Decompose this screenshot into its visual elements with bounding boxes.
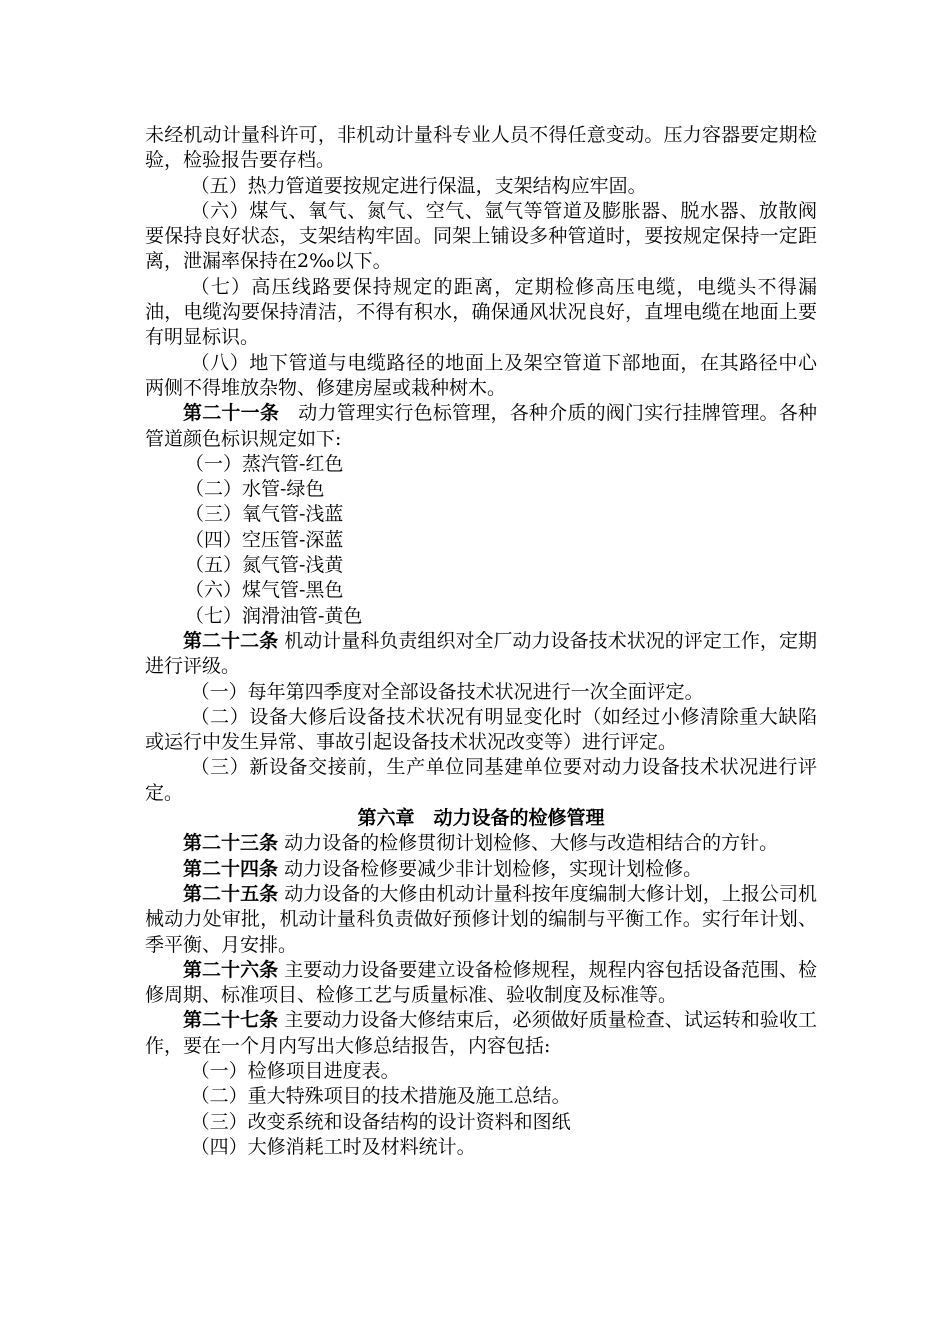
article-27-item-2: （二）重大特殊项目的技术措施及施工总结。 <box>190 1085 571 1108</box>
article-27-item-3: （三）改变系统和设备结构的设计资料和图纸 <box>190 1110 571 1133</box>
paragraph-item-5: （五）热力管道要按规定进行保温，支架结构应牢固。 <box>190 174 647 197</box>
article-24-text: 动力设备检修要减少非计划检修，实现计划检修。 <box>284 857 703 880</box>
article-21-item-2: （二）水管-绿色 <box>185 478 325 501</box>
article-27-label: 第二十七条 <box>183 1009 279 1032</box>
article-21-item-6: （六）煤气管-黑色 <box>185 579 344 602</box>
article-24-label: 第二十四条 <box>183 857 279 880</box>
article-21-label: 第二十一条 <box>183 402 280 425</box>
article-22 <box>145 629 817 680</box>
paragraph-item-7: （七）高压线路要保持规定的距离，定期检修高压电缆，电缆头不得漏油，电缆沟要保持清洁，不得有积水，确保通风状况良好，直埋电缆在地面上要有明显标识。 <box>145 275 817 349</box>
document-body <box>145 123 817 1160</box>
article-22-label: 第二十二条 <box>183 629 279 652</box>
article-21-item-5: （五）氮气管-浅黄 <box>185 554 344 577</box>
article-24 <box>145 857 817 882</box>
article-27 <box>145 1008 817 1059</box>
article-21 <box>145 401 817 452</box>
article-21-item-4: （四）空压管-深蓝 <box>185 528 344 551</box>
article-27-text: 主要动力设备大修结束后，必须做好质量检查、试运转和验收工作，要在一个月内写出大修总结报告，内容包括: <box>145 1009 817 1057</box>
article-27-item-4: （四）大修消耗工时及材料统计。 <box>190 1135 476 1158</box>
article-26-label: 第二十六条 <box>183 958 279 981</box>
paragraph-continuation: 未经机动计量科许可，非机动计量科专业人员不得任意变动。压力容器要定期检验，检验报告要存档。 <box>145 124 817 172</box>
article-23-text: 动力设备的检修贯彻计划检修、大修与改造相结合的方针。 <box>284 832 779 855</box>
article-26 <box>145 958 817 1009</box>
article-21-text: 动力管理实行色标管理，各种介质的阀门实行挂牌管理。各种管道颜色标识规定如下: <box>145 402 817 450</box>
article-23-label: 第二十三条 <box>183 832 279 855</box>
article-21-item-3: （三）氧气管-浅蓝 <box>185 503 344 526</box>
chapter-heading: 第六章 动力设备的检修管理 <box>357 807 605 830</box>
article-25-label: 第二十五条 <box>183 882 279 905</box>
paragraph-item-6: （六）煤气、氧气、氮气、空气、氩气等管道及膨胀器、脱水器、放散阀要保持良好状态，支架结构牢固。同架上铺设多种管道时，要按规定保持一定距离，泄漏率保持在2‰以下。 <box>145 199 817 273</box>
article-22-item-2: （二）设备大修后设备技术状况有明显变化时（如经过小修清除重大缺陷或运行中发生异常、事故引起设备技术状况改变等）进行评定。 <box>145 705 817 754</box>
article-21-item-1: （一）蒸汽管-红色 <box>185 452 344 475</box>
article-25-text: 动力设备的大修由机动计量科按年度编制大修计划，上报公司机械动力处审批，机动计量科负责做好预修计划的编制与平衡工作。实行年计划、季平衡、月安排。 <box>145 882 817 956</box>
article-27-item-1: （一）检修项目进度表。 <box>190 1059 400 1082</box>
article-25 <box>145 882 817 958</box>
article-22-item-1: （一）每年第四季度对全部设备技术状况进行一次全面评定。 <box>190 680 704 703</box>
article-22-text: 机动计量科负责组织对全厂动力设备技术状况的评定工作，定期进行评级。 <box>145 629 817 678</box>
paragraph-item-8: （八）地下管道与电缆路径的地面上及架空管道下部地面，在其路径中心两侧不得堆放杂物、修建房屋或栽种树木。 <box>145 351 817 399</box>
article-26-text: 主要动力设备要建立设备检修规程，规程内容包括设备范围、检修周期、标准项目、检修工艺与质量标准、验收制度及标准等。 <box>145 958 817 1007</box>
article-22-item-3: （三）新设备交接前，生产单位同基建单位要对动力设备技术状况进行评定。 <box>145 756 817 804</box>
article-23 <box>145 831 817 856</box>
article-21-item-7: （七）润滑油管-黄色 <box>185 604 363 627</box>
